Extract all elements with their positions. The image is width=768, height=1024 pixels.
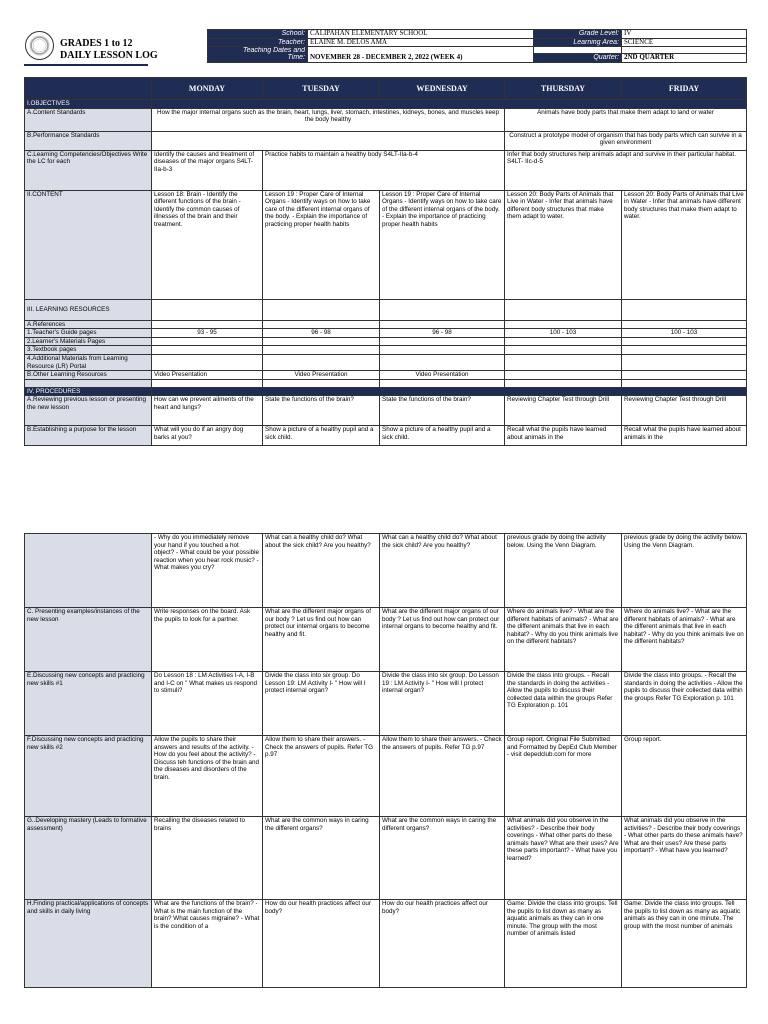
lesson-log-table-2 bbox=[24, 533, 747, 988]
lesson-log-page-2 bbox=[0, 478, 768, 1024]
area-label: Learning Area: bbox=[534, 38, 622, 47]
discussing-1-row: E.Discussing new concepts and practicing new skills #1 Do Lesson 18 : LM Activities I-A, I-B and I-C on " What makes us respond to stimuli? Divide the class into six group. Do Lesson 19: LM Activity I- " How will I protect internal organ? Divide the class into six group. Do Lesson 19 : LM Activity I- " How will I protect internal organ? Divide the class into groups. - Recall the standards in doing the activities - Allow the pupils to discuss their collected data within the groups Refer TG Exploration p. 101 Divide the class into groups. - Recall the standards in doing the activities - Allow the pupils to discuss their collected data within the groups Refer TG Exploration p. 101 bbox=[25, 672, 747, 736]
competencies-row: C.Learning Competencies/Objectives Write the LC for each Identify the causes and treatment of diseases of the major organs S4LT-IIa-b-3 Practice habits to maintain a healthy body S4LT-IIa-b-4 Infer that body structures help animals adapt and survive in their particular habitat. S4LT- IIc-d-5 bbox=[25, 150, 747, 190]
lesson-log-table-1 bbox=[24, 77, 747, 446]
quarter-label: Quarter: bbox=[534, 54, 622, 63]
developing-mastery-row: G..Developing mastery (Leads to formative assessment) Recalling the diseases related to brains What are the common ways in caring the different organs? What are the common ways in caring the different organs? What animals did you observe in the activities? - Describe their body coverings - What other parts do these animals have? What are their uses? Are these parts important? - What have you learned? What animals did you observe in the activities? - Describe their body coverings - What other parts do these animals have? What are their uses? Are these parts important? - What have you learned? bbox=[25, 817, 747, 900]
day-friday: FRIDAY bbox=[622, 78, 747, 100]
dates-value: NOVEMBER 28 - DECEMBER 2, 2022 (WEEK 4) bbox=[308, 47, 534, 63]
review-row: A.Reviewing previous lesson or presenting the new lesson How can we prevent ailments of the heart and lungs? State the functions of the brain? State the functions of the brain? Reviewing Chapter Test through Drill Reviewing Chapter Test through Drill bbox=[25, 396, 747, 426]
teachers-guide-row: 1.Teacher's Guide pages 93 - 95 96 - 98 96 - 98 100 - 103 100 - 103 bbox=[25, 329, 747, 338]
textbook-row: 3.Textbook pages bbox=[25, 346, 747, 355]
content-row: II.CONTENT Lesson 18: Brain - Identify the different functions of the brain - Identify the common causes of illnesses of the brain and their treatment. Lesson 19 : Proper Care of Internal Organs - Identify ways on how to take care of the different internal organs of the body. - Explain the importance of practicing proper health habits Lesson 19 : Proper Care of Internal Organs - Identify ways on how to take care of the different internal organs of the body. - Explain the importance of practicing proper health habits Lesson 20: Body Parts of Animals that Live in Water - Infer that animals have different body structures that make them adapt to water. Lesson 20: Body Parts of Animals that Live in Water - Infer that animals have different body structures that make them adapt to water. bbox=[25, 190, 747, 299]
header-info-table bbox=[207, 29, 747, 63]
title-line-2: DAILY LESSON LOG bbox=[60, 50, 158, 61]
quarter-value: 2ND QUARTER bbox=[622, 54, 747, 63]
lesson-log-page-1 bbox=[0, 0, 768, 478]
document-title bbox=[60, 38, 158, 62]
deped-seal-icon bbox=[25, 31, 54, 60]
discussing-2-row: F.Discussing new concepts and practicing new skills #2 Allow the pupils to share their answers and results of the activity. - How do you feel about the activity? - Discuss teh functions of the brain and the diseases and disorders of the brain. Allow them to share their answers. - Check the answers of pupils. Refer TG p.97 Allow them to share their answers. - Check the answers of pupils. Refer TG p.97 Group report. Original File Submitted and Formatted by DepEd Club Member - visit depedclub.com for more Group report. bbox=[25, 736, 747, 817]
grade-label: Grade Level: bbox=[534, 30, 622, 39]
spacer-row bbox=[25, 379, 747, 387]
school-label: School: bbox=[208, 30, 308, 39]
day-header-row bbox=[25, 78, 747, 100]
other-resources-row: B.Other Learning Resources Video Presentation Video Presentation Video Presentation bbox=[25, 371, 747, 380]
area-value: SCIENCE bbox=[622, 38, 747, 47]
day-thursday: THURSDAY bbox=[505, 78, 622, 100]
resources-row: III. LEARNING RESOURCES bbox=[25, 299, 747, 320]
procedures-row: IV. PROCEDURES bbox=[25, 387, 747, 396]
teacher-value: ELAINE M. DELOS AMA bbox=[308, 38, 534, 47]
additional-materials-row: 4.Additional Materials from Learning Resource (LR) Portal bbox=[25, 354, 747, 370]
title-line-1: GRADES 1 to 12 bbox=[60, 38, 133, 49]
objectives-row: I.OBJECTIVES bbox=[25, 100, 747, 109]
title-underline bbox=[24, 64, 148, 66]
day-tuesday: TUESDAY bbox=[263, 78, 380, 100]
performance-standards-row: B.Performance Standards Construct a prototype model of organism that has body parts which can survive in a given environment bbox=[25, 131, 747, 150]
content-standards-row: A.Content Standards How the major internal organs such as the brain, heart, lungs, liver, stomach, intestines, kidneys, bones, and muscles keep the body healthy Animals have body parts that make them adapt to land or water bbox=[25, 108, 747, 131]
presenting-examples-row: C. Presenting examples/instances of the new lesson Write responses on the board. Ask the pupils to look for a partner. What are the different major organs of our body ? Let us find out how can protect our internal organs to become healthy and fit. What are the different major organs of our body ? Let us find out how can protect our internal organs to become healthy and fit. Where do animals live? - What are the different habitats of animals? - What are the different animals that live in each habitat? - Why do you think animals live on the different habitats? Where do animals live? - What are the different habitats of animals? - What are the different animals that live in each habitat? - Why do you think animals live on the different habitats? bbox=[25, 608, 747, 672]
grade-value: IV bbox=[622, 30, 747, 39]
teacher-label: Teacher: bbox=[208, 38, 308, 47]
finding-applications-row: H.Finding practical/applications of concepts and skills in daily living What are the functions of the brain? - What is the main function of the brain? What causes migraine? - What is the condition of a How do our health practices affect our body? How do our health practices affect our body? Game: Divide the class into groups. Tell the pupils to list down as many as aquatic animals as they can in one minute. The group with the most number of animals listed Game: Divide the class into groups. Tell the pupils to list down as many as aquatic animals as they can in one minute. The group with the most number of animals bbox=[25, 900, 747, 988]
school-value: CALIPAHAN ELEMENTARY SCHOOL bbox=[308, 30, 534, 39]
learners-materials-row: 2.Learner's Materials Pages bbox=[25, 337, 747, 346]
references-row: A.References bbox=[25, 320, 747, 329]
day-monday: MONDAY bbox=[152, 78, 263, 100]
purpose-row: B.Establishing a purpose for the lesson What will you do if an angry dog barks at you? Show a picture of a healthy pupil and a sick child. Show a picture of a healthy pupil and a sick child. Recall what the pupils have learned about animals in the Recall what the pupils have learned about animals in the bbox=[25, 426, 747, 446]
purpose-continued-row: - Why do you immediately remove your hand if you touched a hot object? - What could be your possible reaction when you hear rock music? - What makes you cry? What can a healthy child do? What about the sick child? Are you healthy? What can a healthy child do? What about the sick child? Are you healthy? previous grade by doing the activity below. Using the Venn Diagram. previous grade by doing the activity below. Using the Venn Diagram. bbox=[25, 534, 747, 608]
day-wednesday: WEDNESDAY bbox=[380, 78, 505, 100]
dates-label: Teaching Dates and Time: bbox=[208, 47, 308, 63]
